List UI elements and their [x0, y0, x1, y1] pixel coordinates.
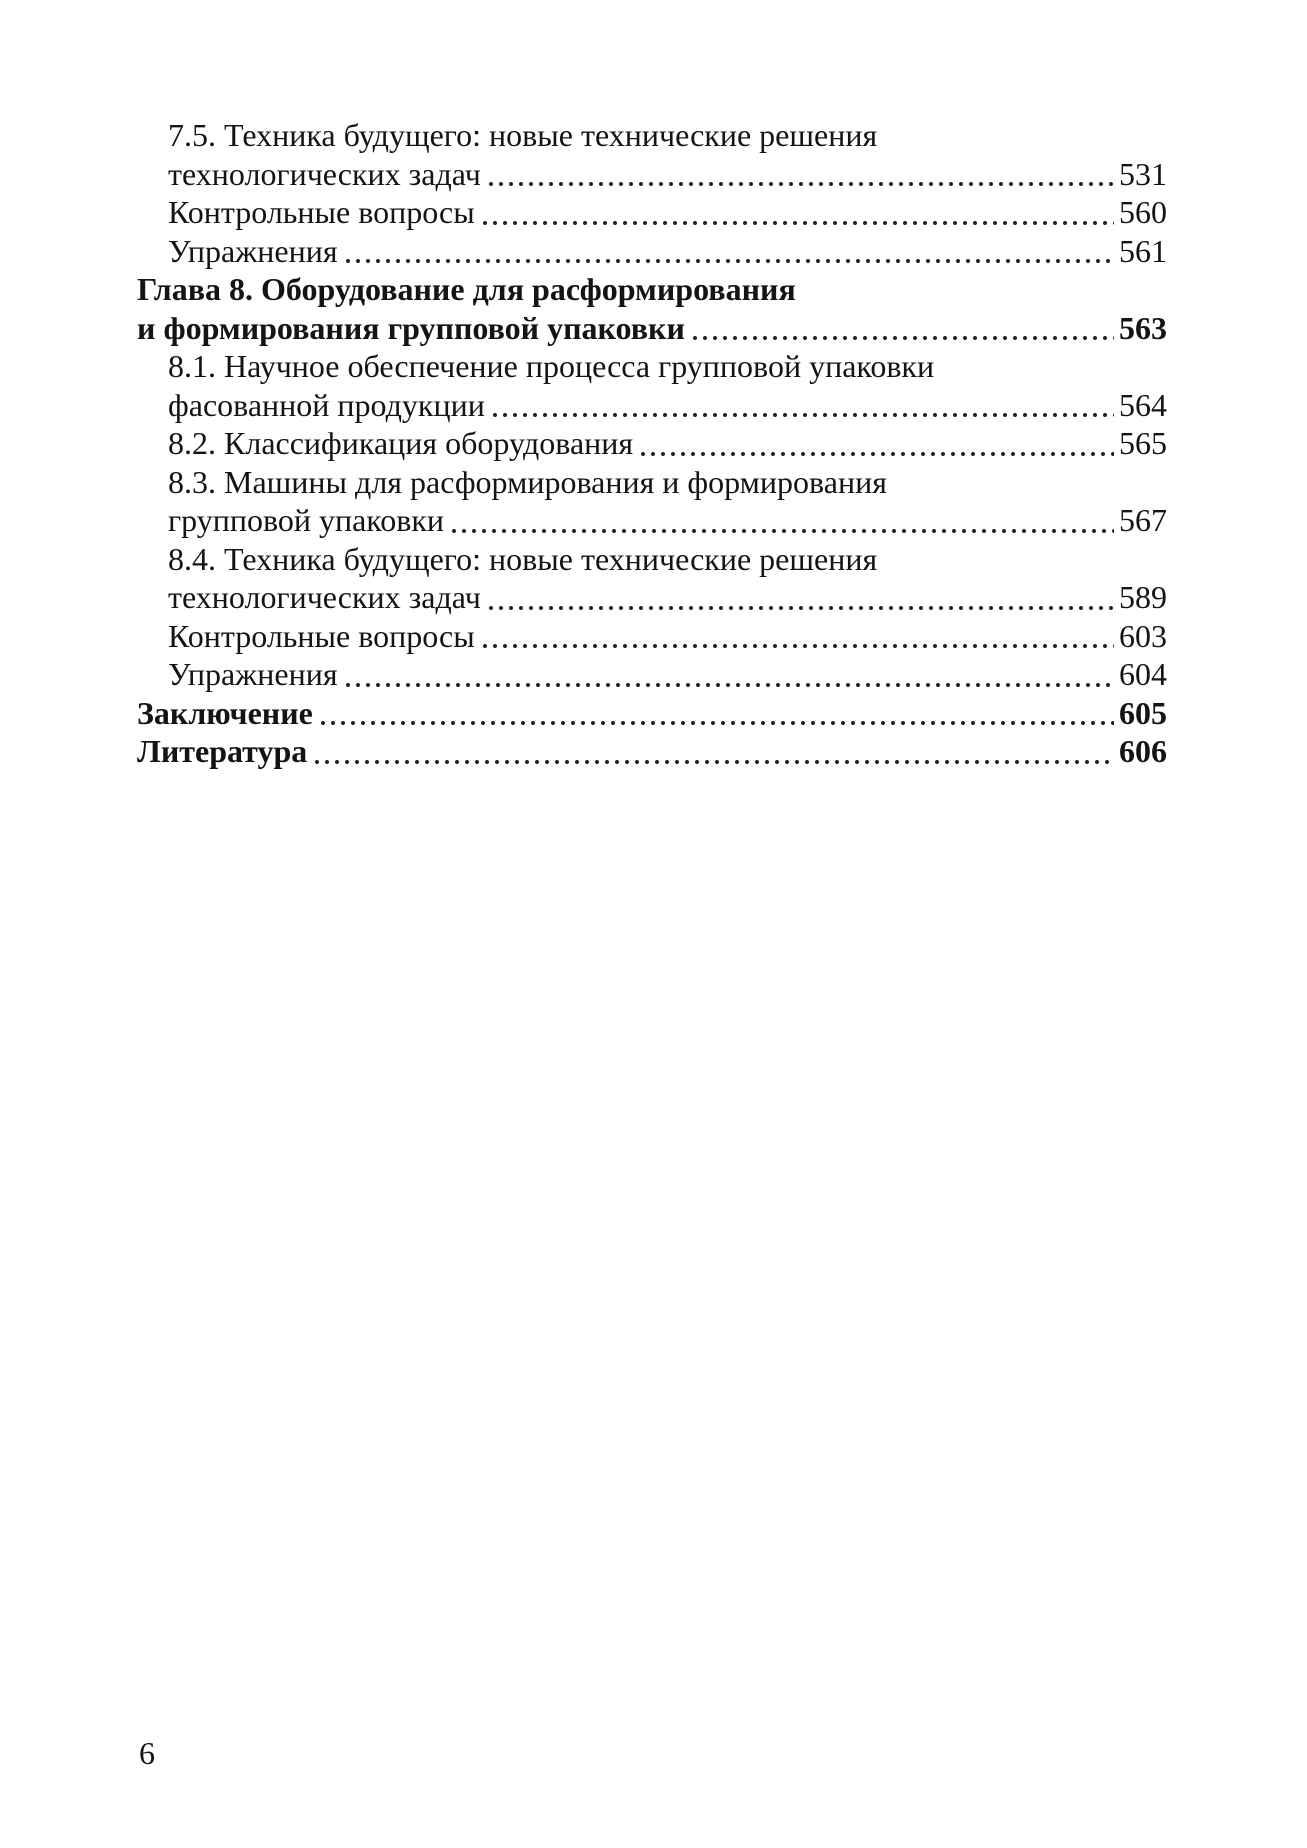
toc-entry-text: 8.3. Машины для расформирования и формирования	[168, 463, 887, 500]
toc-entry-text: фасованной продукции	[168, 386, 485, 423]
footer-page-number: 6	[139, 1735, 155, 1771]
toc-entry-text: технологических задач	[168, 155, 481, 192]
toc-page-number: 565	[1119, 425, 1167, 461]
toc-page-number: 560	[1119, 194, 1167, 230]
toc-page-number: 564	[1119, 386, 1167, 423]
toc-entry-text: Упражнения	[168, 656, 338, 692]
dot-leader	[481, 578, 1119, 617]
toc-entry-text: Контрольные вопросы	[168, 194, 475, 230]
toc-entry-text: Глава 8. Оборудование для расформирования	[137, 271, 796, 307]
toc-entry-text: технологических задач	[168, 579, 481, 615]
dot-leader	[307, 732, 1119, 771]
toc-page-number: 603	[1119, 617, 1167, 654]
toc-line	[137, 463, 1167, 502]
dot-leader	[475, 193, 1119, 232]
dot-leader	[444, 501, 1119, 540]
toc-page-number: 604	[1119, 656, 1167, 692]
toc-page-number: 606	[1119, 733, 1167, 769]
toc-line	[137, 540, 1167, 579]
dot-leader	[481, 155, 1119, 194]
toc-line	[137, 193, 1167, 232]
toc-page-number: 531	[1119, 155, 1167, 192]
toc-line	[137, 386, 1167, 425]
toc-line	[137, 655, 1167, 694]
toc-entry-text: 8.2. Классификация оборудования	[168, 425, 634, 461]
dot-leader	[338, 655, 1119, 694]
toc-entry-text: 8.1. Научное обеспечение процесса групповой упаковки	[168, 348, 935, 384]
toc-entry-text: Контрольные вопросы	[168, 617, 475, 654]
toc-page-number: 567	[1119, 502, 1167, 538]
toc-entry-text: Литература	[137, 733, 308, 769]
dot-leader	[313, 694, 1119, 733]
dot-leader	[685, 309, 1119, 348]
toc-page-number: 605	[1119, 694, 1167, 731]
dot-leader	[475, 617, 1119, 656]
toc-line	[137, 116, 1167, 155]
toc-line	[137, 347, 1167, 386]
toc-line	[137, 424, 1167, 463]
table-of-contents	[137, 116, 1167, 771]
toc-entry-text: Заключение	[137, 694, 313, 731]
toc-line	[137, 232, 1167, 271]
toc-line	[137, 694, 1167, 733]
toc-page-number: 589	[1119, 579, 1167, 615]
toc-page-number: 561	[1119, 232, 1167, 269]
toc-line	[137, 501, 1167, 540]
toc-line	[137, 155, 1167, 194]
dot-leader	[338, 232, 1119, 271]
dot-leader	[485, 386, 1119, 425]
toc-page-number: 563	[1119, 309, 1167, 346]
toc-line	[137, 578, 1167, 617]
toc-line	[137, 617, 1167, 656]
toc-line	[137, 309, 1167, 348]
toc-entry-text: 8.4. Техника будущего: новые технические решения	[168, 540, 878, 577]
toc-entry-text: и формирования групповой упаковки	[137, 309, 685, 346]
toc-line	[137, 270, 1167, 309]
toc-line	[137, 732, 1167, 771]
toc-entry-text: групповой упаковки	[168, 502, 444, 538]
toc-entry-text: 7.5. Техника будущего: новые технические решения	[168, 117, 878, 153]
dot-leader	[633, 424, 1119, 463]
toc-entry-text: Упражнения	[168, 232, 338, 269]
